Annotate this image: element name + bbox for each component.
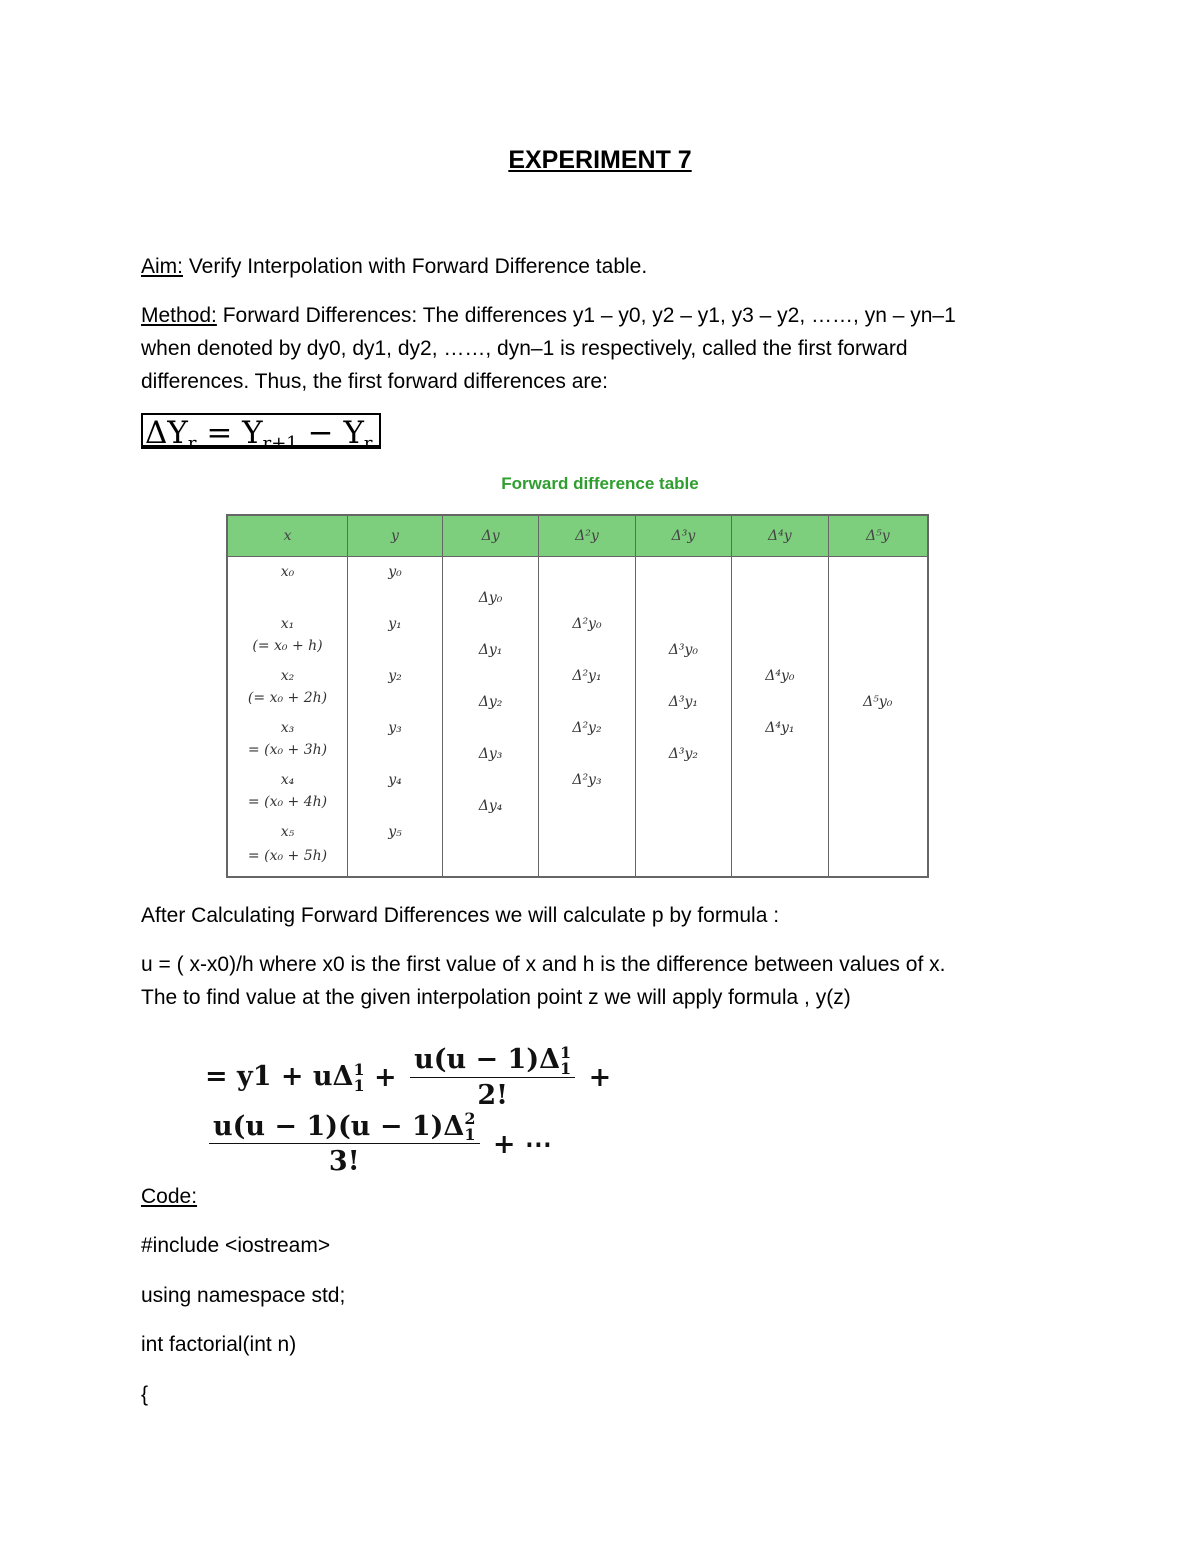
table-cell: Δ⁵y₀ — [863, 694, 893, 710]
header-d2: Δ²y — [539, 515, 635, 557]
table-cell: x₅ — [280, 824, 295, 840]
table-cell: y₂ — [388, 668, 402, 684]
method-label: Method: — [141, 304, 217, 327]
col-d5 — [828, 557, 928, 878]
first-difference-formula: $\Delta Y_r = Y_{r+1} - Y_r$ — [141, 413, 381, 449]
method-line-3: differences. Thus, the first forward differences are: — [141, 370, 608, 393]
header-d4: Δ⁴y — [732, 515, 828, 557]
col-x — [227, 557, 348, 878]
col-d1 — [442, 557, 538, 878]
table-cell: y₄ — [388, 772, 402, 788]
col-d3 — [635, 557, 731, 878]
header-d1: Δy — [442, 515, 538, 557]
forward-difference-table — [226, 514, 929, 878]
table-cell: Δy₁ — [478, 642, 503, 658]
method-line-1: Forward Differences: The differences y1 – y0, y2 – y1, y3 – y2, ……, yn – yn–1 — [216, 304, 956, 327]
table-header-row — [227, 515, 928, 557]
interpolation-formula: = y1 + uΔ 1 1 + u(u − 1)Δ 1 1 2! + u(u − 1)(u − 1)Δ 2 1 3! + ⋯ — [205, 1042, 612, 1177]
table-cell: = (x₀ + 4h) — [247, 794, 328, 810]
table-cell: Δ³y₁ — [668, 694, 699, 710]
aim-label: Aim: — [141, 255, 183, 278]
header-d3: Δ³y — [635, 515, 731, 557]
col-y — [348, 557, 443, 878]
fraction-1: u(u − 1)Δ 1 1 2! — [410, 1044, 575, 1111]
table-cell: Δy₃ — [478, 746, 503, 762]
table-cell: Δ²y₂ — [572, 720, 602, 736]
table-cell: y₃ — [388, 720, 402, 736]
table-cell: x₁ — [280, 616, 295, 632]
after-line-2: u = ( x-x0)/h where x0 is the first value of x and h is the difference between values of x. — [141, 953, 946, 976]
after-paragraph — [141, 948, 1061, 1014]
after-line-1: After Calculating Forward Differences we will calculate p by formula : — [141, 904, 780, 927]
table-cell: x₀ — [280, 564, 295, 580]
table-cell: (= x₀ + 2h) — [247, 690, 328, 706]
code-line: using namespace std; — [141, 1284, 346, 1307]
table-cell: y₀ — [388, 564, 402, 580]
table-cell: Δy₄ — [478, 798, 503, 814]
table-cell: Δ²y₀ — [572, 616, 602, 632]
table-cell: Δ²y₁ — [572, 668, 602, 684]
table-cell: Δ⁴y₁ — [765, 720, 795, 736]
table-cell: Δ³y₀ — [668, 642, 699, 658]
col-d4 — [732, 557, 828, 878]
method-paragraph — [141, 299, 1061, 398]
table-cell: x₃ — [280, 720, 295, 736]
aim-text: Verify Interpolation with Forward Difference table. — [183, 255, 648, 278]
table-cell: Δ²y₃ — [572, 772, 602, 788]
table-cell: Δ³y₂ — [668, 746, 699, 762]
table-cell: Δ⁴y₀ — [765, 668, 795, 684]
table-cell: Δy₀ — [478, 590, 503, 606]
page-title: EXPERIMENT 7 — [508, 146, 692, 174]
table-caption: Forward difference table — [501, 474, 699, 493]
aim-paragraph — [141, 250, 1061, 283]
table-cell: y₁ — [388, 616, 402, 632]
header-y: y — [348, 515, 443, 557]
header-d5: Δ⁵y — [828, 515, 928, 557]
code-line: #include <iostream> — [141, 1234, 331, 1257]
table-cell: Δy₂ — [478, 694, 503, 710]
fraction-2: u(u − 1)(u − 1)Δ 2 1 3! — [209, 1111, 480, 1178]
code-label: Code: — [141, 1185, 198, 1208]
after-line-3: The to find value at the given interpolation point z we will apply formula , y(z) — [141, 986, 851, 1009]
table-cell: (= x₀ + h) — [252, 638, 323, 654]
table-cell: = (x₀ + 5h) — [247, 848, 328, 864]
table-body-row — [227, 557, 928, 878]
table-cell: x₂ — [280, 668, 295, 684]
code-line: int factorial(int n) — [141, 1333, 297, 1356]
header-x: x — [227, 515, 348, 557]
method-line-2: when denoted by dy0, dy1, dy2, ……, dyn–1 is respectively, called the first forward — [141, 337, 908, 360]
col-d2 — [539, 557, 635, 878]
table-cell: x₄ — [280, 772, 295, 788]
table-cell: y₅ — [388, 824, 402, 840]
table-cell: = (x₀ + 3h) — [247, 742, 328, 758]
code-line: { — [141, 1383, 149, 1406]
